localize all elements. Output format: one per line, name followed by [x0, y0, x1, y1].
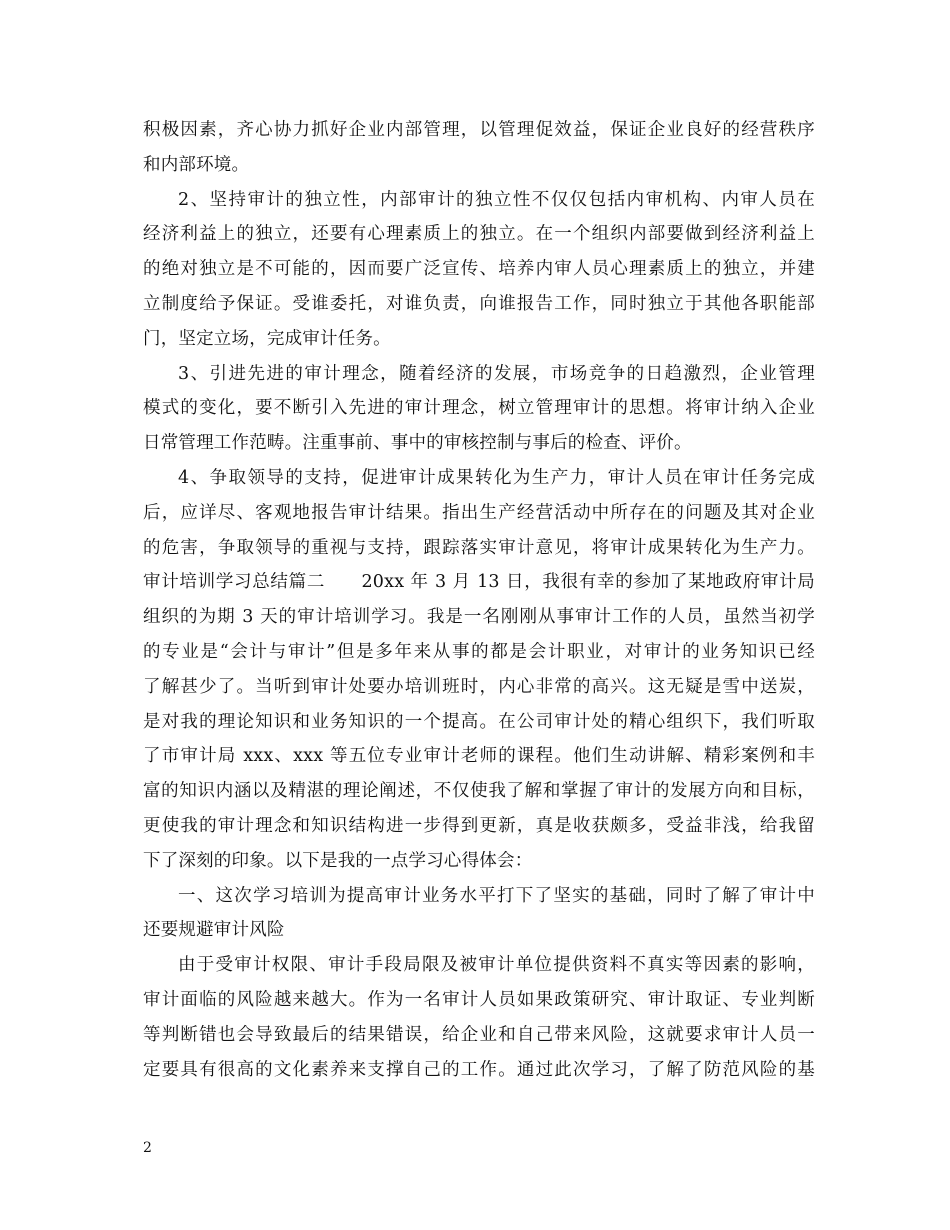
text-line: 日常管理工作范畴。注重事前、事中的审核控制与事后的检查、评价。 [143, 433, 692, 454]
text-line: 的绝对独立是不可能的，因而要广泛宣传、培养内审人员心理素质上的独立，并建 [143, 259, 815, 280]
text-line: 3、引进先进的审计理念，随着经济的发展，市场竞争的日趋激烈，企业管理 [178, 363, 815, 384]
text-line: 后，应详尽、客观地报告审计结果。指出生产经营活动中所存在的问题及其对企业 [143, 502, 815, 523]
text-line: 是对我的理论知识和业务知识的一个提高。在公司审计处的精心组织下，我们听取 [143, 711, 815, 732]
text-line: 组织的为期 3 天的审计培训学习。我是一名刚刚从事审计工作的人员，虽然当初学 [143, 607, 815, 628]
text-line: 积极因素，齐心协力抓好企业内部管理，以管理促效益，保证企业良好的经营秩序 [143, 120, 815, 140]
text-line: 的危害，争取领导的重视与支持，跟踪落实审计意见，将审计成果转化为生产力。 [143, 537, 815, 558]
text-line: 还要规避审计风险 [143, 920, 285, 941]
text-line: 4、争取领导的支持，促进审计成果转化为生产力，审计人员在审计任务完成 [178, 467, 815, 488]
text-line: 由于受审计权限、审计手段局限及被审计单位提供资料不真实等因素的影响， [178, 955, 815, 976]
text-line: 的专业是“会计与审计”但是多年来从事的都是会计职业，对审计的业务知识已经 [143, 641, 815, 662]
page-number: 2 [143, 1140, 152, 1156]
body-text [143, 113, 815, 1087]
text-line: 富的知识内涵以及精湛的理论阐述，不仅使我了解和掌握了审计的发展方向和目标， [143, 781, 815, 802]
text-line: 审计面临的风险越来越大。作为一名审计人员如果政策研究、审计取证、专业判断 [143, 989, 815, 1010]
text-line: 模式的变化，要不断引入先进的审计理念，树立管理审计的思想。将审计纳入企业 [143, 398, 815, 419]
text-line: 了解甚少了。当听到审计处要办培训班时，内心非常的高兴。这无疑是雪中送炭， [143, 676, 815, 697]
text-line: 一、这次学习培训为提高审计业务水平打下了坚实的基础，同时了解了审计中 [178, 885, 815, 906]
text-line: 2、坚持审计的独立性，内部审计的独立性不仅仅包括内审机构、内审人员在 [178, 189, 815, 210]
text-line: 更使我的审计理念和知识结构进一步得到更新，真是收获颇多，受益非浅，给我留 [143, 815, 815, 836]
text-line: 立制度给予保证。受谁委托，对谁负责，向谁报告工作，同时独立于其他各职能部 [143, 293, 815, 314]
text-line: 下了深刻的印象。以下是我的一点学习心得体会： [143, 850, 533, 871]
text-line: 经济利益上的独立，还要有心理素质上的独立。在一个组织内部要做到经济利益上 [143, 224, 815, 245]
text-line: 审计培训学习总结篇二 20xx 年 3 月 13 日，我很有幸的参加了某地政府审计局 [143, 572, 815, 593]
text-line: 门，坚定立场，完成审计任务。 [143, 328, 391, 349]
text-line: 了市审计局 xxx、xxx 等五位专业审计老师的课程。他们生动讲解、精彩案例和丰 [143, 746, 815, 767]
text-line: 定要具有很高的文化素养来支撑自己的工作。通过此次学习，了解了防范风险的基 [143, 1059, 815, 1080]
text-line: 等判断错也会导致最后的结果错误，给企业和自己带来风险，这就要求审计人员一 [143, 1024, 815, 1045]
text-line: 和内部环境。 [143, 154, 250, 175]
